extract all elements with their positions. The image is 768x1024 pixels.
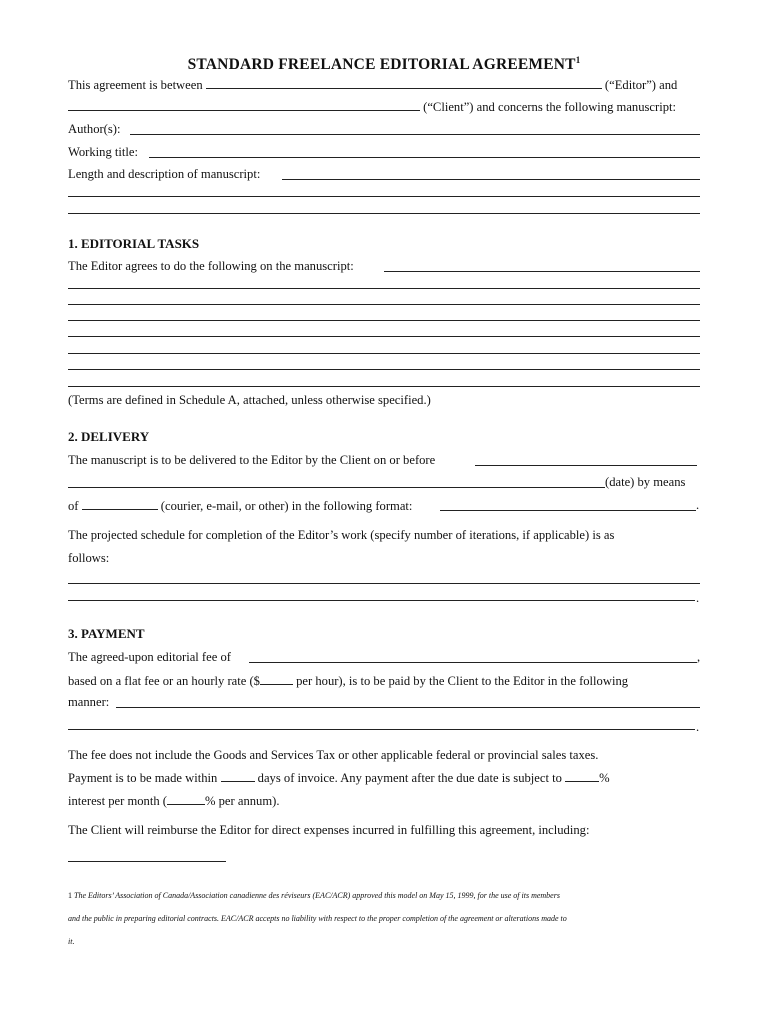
manner-field-2[interactable] bbox=[68, 729, 695, 730]
length-field-line-3[interactable] bbox=[68, 213, 700, 214]
title-text: STANDARD FREELANCE EDITORIAL AGREEMENT bbox=[187, 56, 576, 73]
intro-line-1 bbox=[68, 76, 700, 93]
section-3-heading: 3. PAYMENT bbox=[68, 626, 145, 641]
payment-within-label: Payment is to be made within bbox=[68, 771, 221, 785]
interest-label: interest per month ( bbox=[68, 794, 167, 808]
tasks-line-5[interactable] bbox=[68, 336, 700, 337]
footnote-line-3: it. bbox=[68, 937, 75, 946]
fee-field[interactable] bbox=[249, 662, 697, 663]
payment-days-field[interactable] bbox=[221, 769, 255, 782]
tax-line: The fee does not include the Goods and Services Tax or other applicable federal or provincial sales taxes. bbox=[68, 748, 599, 762]
rate-suffix: per hour), is to be paid by the Client to the Editor in the following bbox=[292, 674, 629, 688]
delivery-line-2 bbox=[605, 474, 705, 490]
delivery-date-field[interactable] bbox=[475, 465, 697, 466]
intro-prefix: This agreement is between bbox=[68, 78, 206, 92]
reimburse-line: The Client will reimburse the Editor for direct expenses incurred in fulfilling this agreement, including: bbox=[68, 823, 590, 837]
rate-line bbox=[68, 672, 700, 689]
format-label: (courier, e-mail, or other) in the following format: bbox=[157, 499, 413, 513]
delivery-label: The manuscript is to be delivered to the Editor by the Client on or before bbox=[68, 453, 436, 467]
hourly-rate-field[interactable] bbox=[260, 672, 293, 685]
authors-field[interactable] bbox=[130, 134, 700, 135]
tasks-label: The Editor agrees to do the following on the manuscript: bbox=[68, 259, 354, 273]
section-2-heading: 2. DELIVERY bbox=[68, 429, 150, 444]
schedule-line-2: follows: bbox=[68, 551, 110, 565]
tasks-line-8[interactable] bbox=[68, 386, 700, 387]
fee-comma: , bbox=[697, 650, 701, 664]
format-field[interactable] bbox=[440, 510, 696, 511]
percent-sign: % bbox=[599, 771, 610, 785]
footnote-text-1: The Editors’ Association of Canada/Association canadienne des réviseurs (EAC/ACR) approved this model on May 15, 1999, for the use of its members bbox=[74, 891, 560, 900]
length-label: Length and description of manuscript: bbox=[68, 167, 261, 181]
manner-label: manner: bbox=[68, 695, 110, 709]
footnote-marker: 1 bbox=[575, 55, 581, 65]
intro-line-2 bbox=[68, 98, 700, 115]
delivery-line-3 bbox=[68, 497, 700, 514]
length-field-line-2[interactable] bbox=[68, 196, 700, 197]
editor-name-field[interactable] bbox=[206, 76, 602, 89]
late-payment-label: days of invoice. Any payment after the due date is subject to bbox=[254, 771, 566, 785]
per-annum-label: % per annum). bbox=[204, 794, 280, 808]
authors-label: Author(s): bbox=[68, 122, 121, 136]
tasks-line-4[interactable] bbox=[68, 320, 700, 321]
date-means-label: (date) by means bbox=[605, 475, 686, 489]
annual-rate-field[interactable] bbox=[167, 792, 205, 805]
footnote-line-1 bbox=[68, 890, 708, 901]
client-label: (“Client”) and concerns the following manuscript: bbox=[420, 100, 676, 114]
working-title-label: Working title: bbox=[68, 145, 138, 159]
section-1-heading: 1. EDITORIAL TASKS bbox=[68, 236, 200, 251]
rate-label: based on a flat fee or an hourly rate ($ bbox=[68, 674, 260, 688]
delivery-means-field[interactable] bbox=[82, 497, 158, 510]
tasks-line-3[interactable] bbox=[68, 304, 700, 305]
manner-field[interactable] bbox=[116, 707, 700, 708]
tasks-line-2[interactable] bbox=[68, 288, 700, 289]
fee-label: The agreed-upon editorial fee of bbox=[68, 650, 231, 664]
interest-line bbox=[68, 792, 700, 809]
schedule-field-2[interactable] bbox=[68, 600, 695, 601]
of-label: of bbox=[68, 499, 82, 513]
footnote-line-2: and the public in preparing editorial contracts. EAC/ACR accepts no liability with respect to the proper completion of the agreement or alterations made to bbox=[68, 914, 567, 923]
schedule-field-1[interactable] bbox=[68, 583, 700, 584]
tasks-field[interactable] bbox=[384, 271, 700, 272]
length-field[interactable] bbox=[282, 179, 700, 180]
delivery-date-field-2[interactable] bbox=[68, 487, 605, 488]
schedule-line-1: The projected schedule for completion of the Editor’s work (specify number of iterations, if applicable) is as bbox=[68, 528, 615, 542]
expenses-field[interactable] bbox=[68, 861, 226, 862]
editor-label: (“Editor”) and bbox=[601, 78, 678, 92]
tasks-line-7[interactable] bbox=[68, 369, 700, 370]
payment-terms-line bbox=[68, 769, 700, 786]
manner-period: . bbox=[696, 720, 700, 734]
terms-note: (Terms are defined in Schedule A, attached, unless otherwise specified.) bbox=[68, 393, 431, 407]
page-title bbox=[0, 50, 768, 75]
schedule-period: . bbox=[696, 591, 700, 605]
client-name-field[interactable] bbox=[68, 98, 420, 111]
interest-rate-field[interactable] bbox=[565, 769, 599, 782]
tasks-line-6[interactable] bbox=[68, 353, 700, 354]
footnote-number: 1 bbox=[68, 891, 72, 900]
format-period: . bbox=[696, 498, 700, 512]
working-title-field[interactable] bbox=[149, 157, 700, 158]
